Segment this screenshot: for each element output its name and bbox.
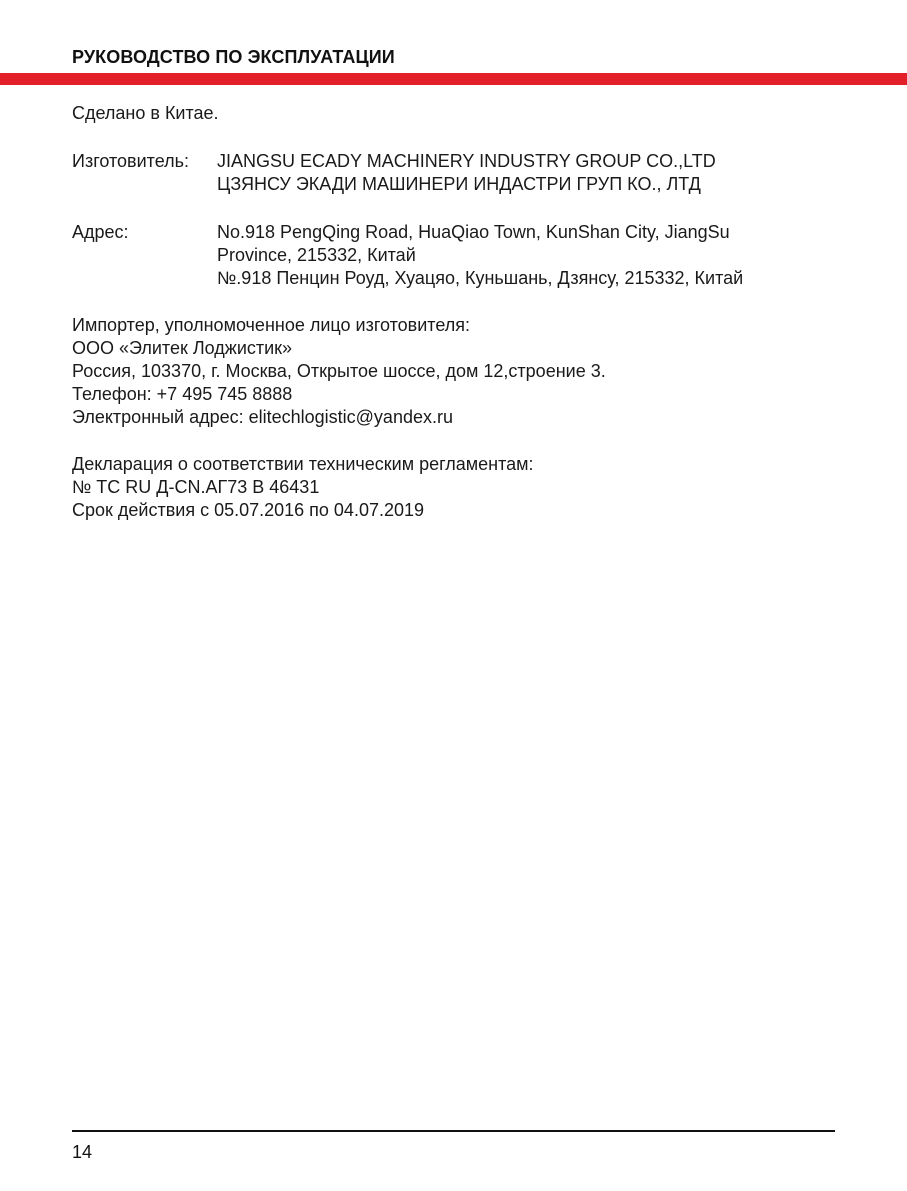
header-accent-bar bbox=[0, 73, 907, 85]
manufacturer-value bbox=[217, 150, 862, 196]
importer-company: ООО «Элитек Лоджистик» bbox=[72, 338, 293, 358]
importer-block bbox=[72, 314, 862, 429]
address-line-ru: №.918 Пенцин Роуд, Хуацяо, Куньшань, Дзянсу, 215332, Китай bbox=[217, 268, 744, 288]
declaration-validity: Срок действия с 05.07.2016 по 04.07.2019 bbox=[72, 500, 425, 520]
footer-divider bbox=[72, 1130, 835, 1132]
page-number: 14 bbox=[72, 1142, 93, 1162]
address-value bbox=[217, 221, 862, 290]
document-body bbox=[72, 102, 862, 522]
made-in-text: Сделано в Китае. bbox=[72, 103, 219, 123]
page-header-title: РУКОВОДСТВО ПО ЭКСПЛУАТАЦИИ bbox=[72, 47, 395, 67]
importer-phone: Телефон: +7 495 745 8888 bbox=[72, 384, 293, 404]
importer-address: Россия, 103370, г. Москва, Открытое шоссе, дом 12,строение 3. bbox=[72, 361, 606, 381]
declaration-block bbox=[72, 453, 862, 522]
address-block bbox=[72, 221, 862, 290]
importer-email: Электронный адрес: elitechlogistic@yandex.ru bbox=[72, 407, 453, 427]
address-line-en-1: No.918 PengQing Road, HuaQiao Town, KunShan City, JiangSu bbox=[217, 222, 730, 242]
manufacturer-block bbox=[72, 150, 862, 196]
manufacturer-name-en: JIANGSU ECADY MACHINERY INDUSTRY GROUP CO.,LTD bbox=[217, 151, 716, 171]
importer-heading: Импортер, уполномоченное лицо изготовителя: bbox=[72, 315, 470, 335]
manufacturer-label: Изготовитель: bbox=[72, 151, 189, 171]
declaration-heading: Декларация о соответствии техническим регламентам: bbox=[72, 454, 534, 474]
address-label: Адрес: bbox=[72, 222, 129, 242]
declaration-number: № ТС RU Д-CN.АГ73 В 46431 bbox=[72, 477, 320, 497]
address-line-en-2: Province, 215332, Китай bbox=[217, 245, 416, 265]
manufacturer-name-ru: ЦЗЯНСУ ЭКАДИ МАШИНЕРИ ИНДАСТРИ ГРУП КО., ЛТД bbox=[217, 174, 701, 194]
